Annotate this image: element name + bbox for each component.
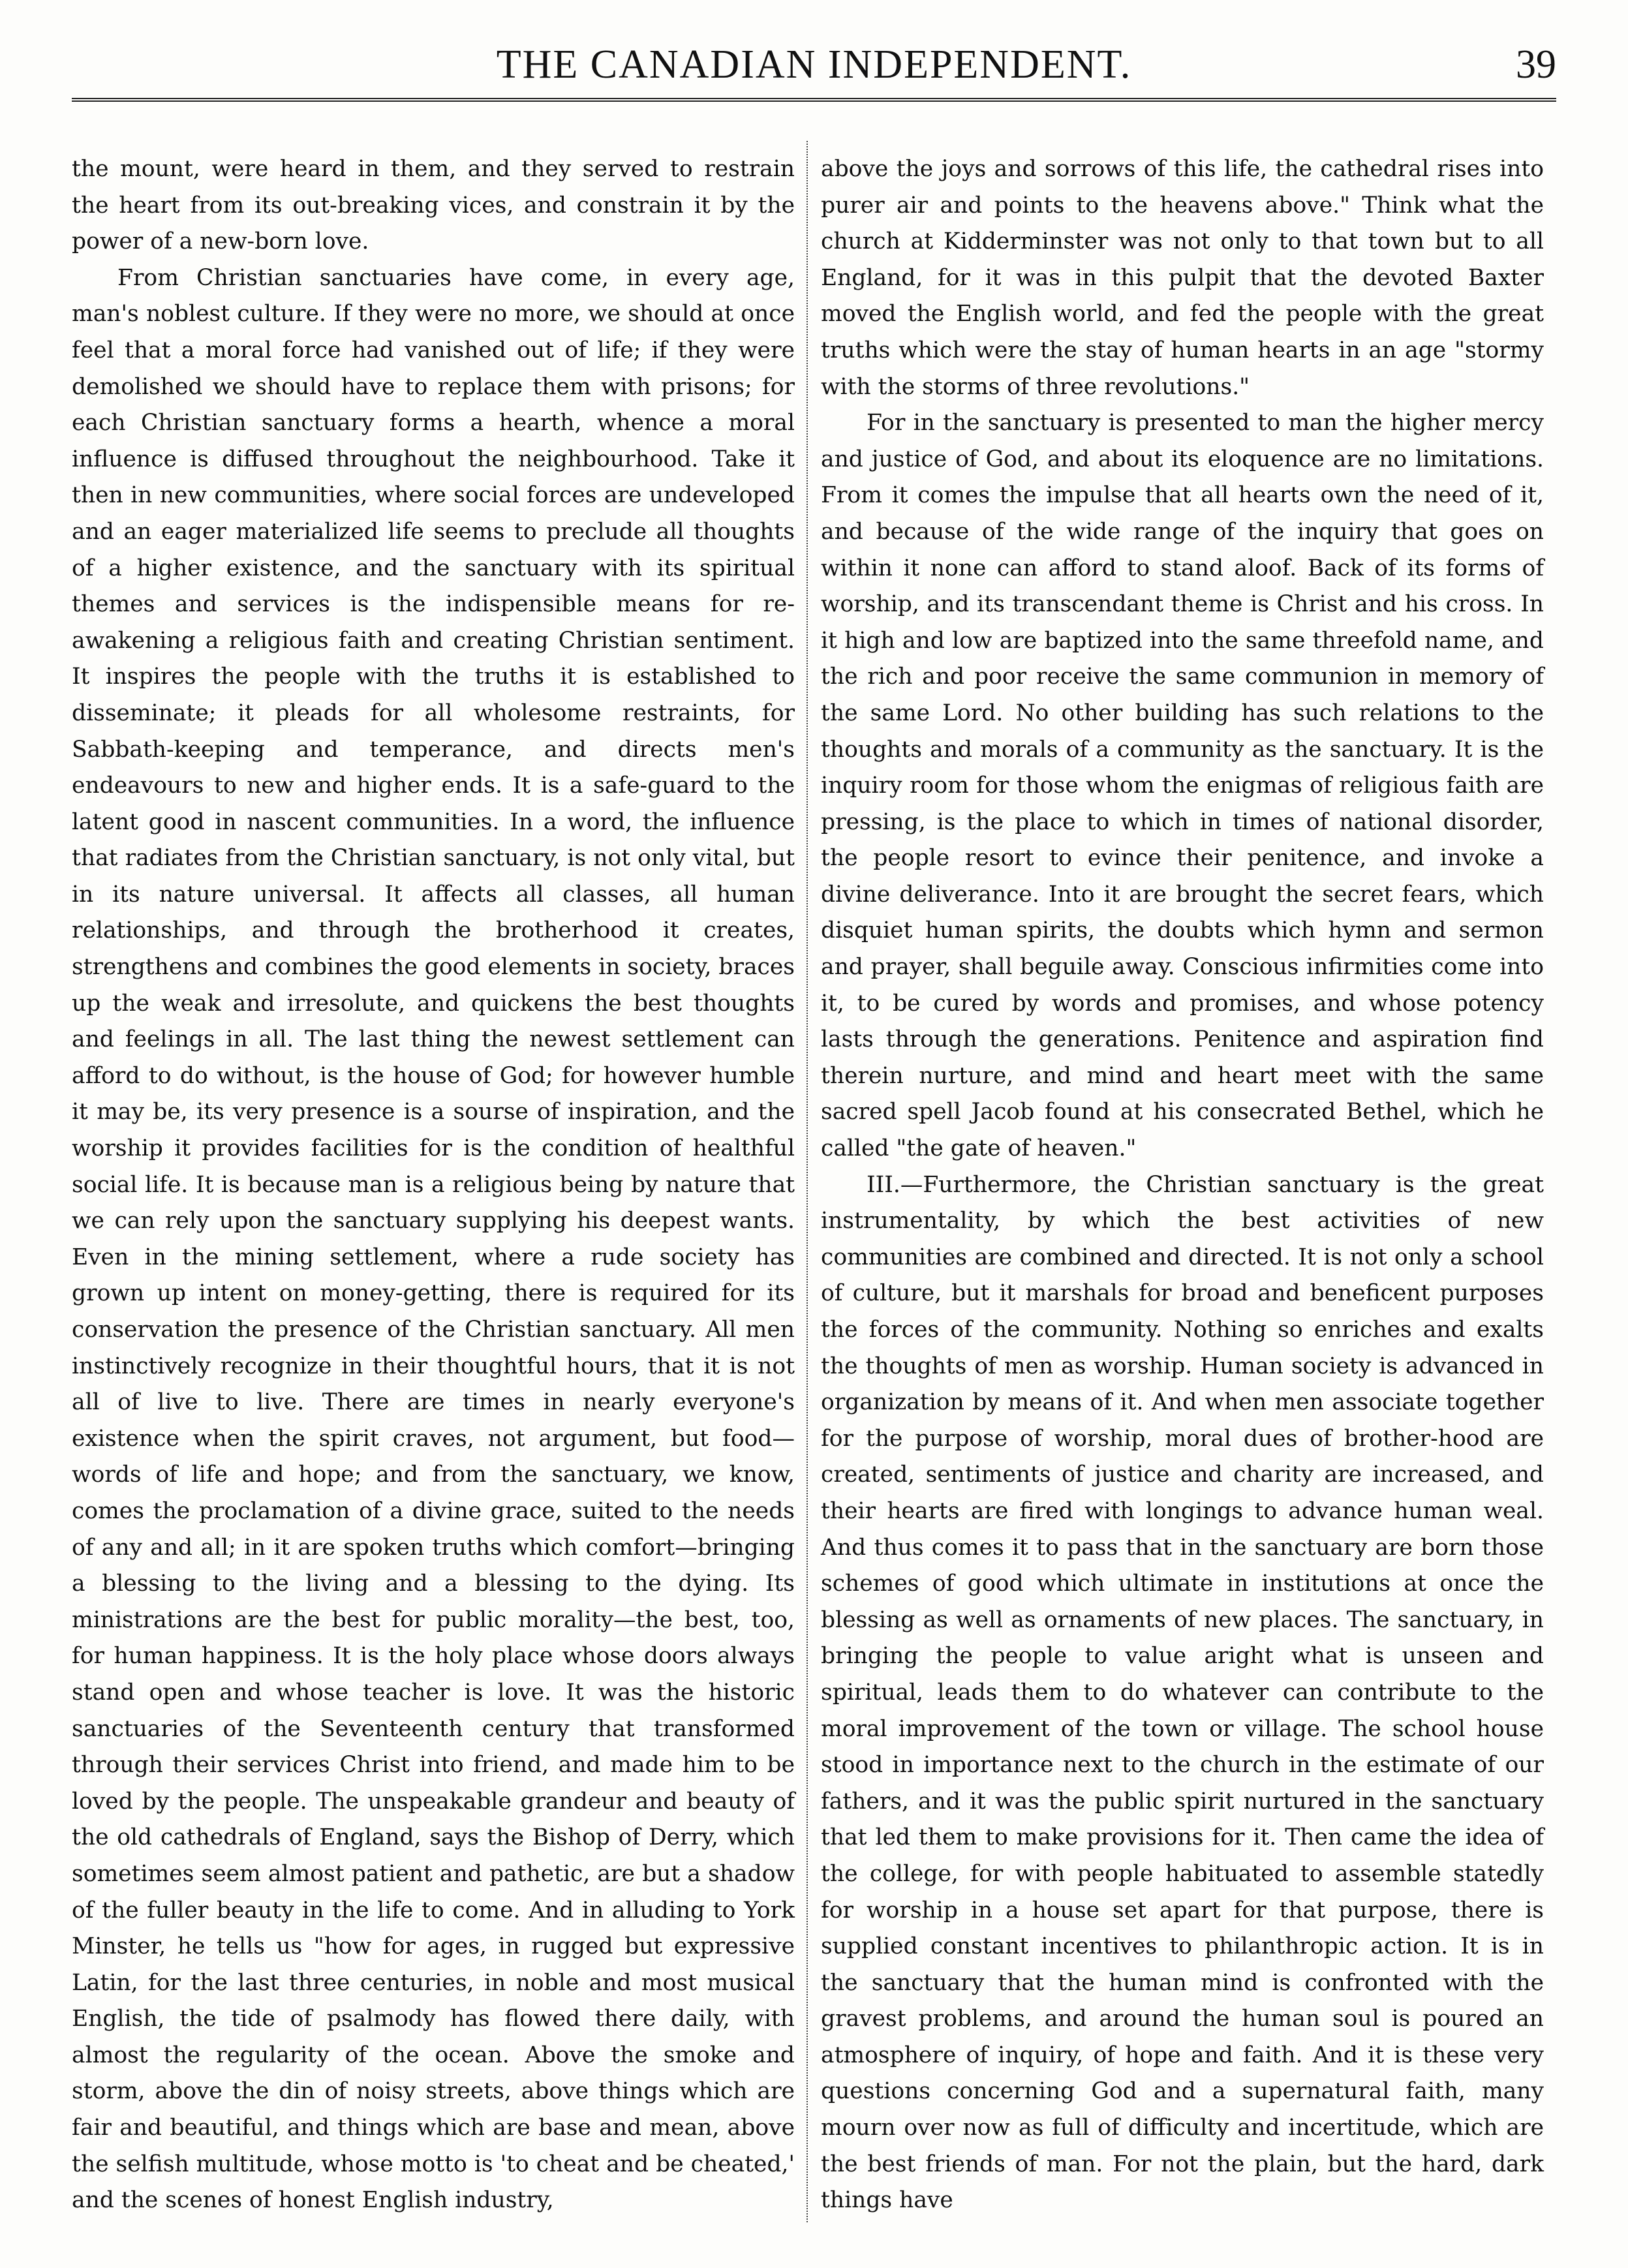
page-title: THE CANADIAN INDEPENDENT. [496,42,1132,87]
page-header [72,39,1556,102]
right-column [821,151,1544,2219]
paragraph: the mount, were heard in them, and they served to restrain the heart from its out-breaking vices, and constrain it by the power of a new-born love. [72,156,795,255]
paragraph: For in the sanctuary is presented to man the higher mercy and justice of God, and about its eloquence are no limitations. From it comes the impulse that all hearts own the need of it, and because of the wide range of the inquiry that goes on within it none can afford to stand aloof. Back of its forms of worship, and its transcendant theme is Christ and his cross. In it high and low are baptized into the same threefold name, and the rich and poor receive the same communion in memory of the same Lord. No other building has such relations to the thoughts and morals of a community as the sanctuary. It is the inquiry room for those whom the enigmas of religious faith are pressing, is the place to which in times of national disorder, the people resort to evince their penitence, and invoke a divine deliverance. Into it are brought the secret fears, which disquiet human spirits, the doubts which hymn and sermon and prayer, shall beguile away. Conscious infirmities come into it, to be cured by words and promises, and whose potency lasts through the generations. Penitence and aspiration find therein nurture, and mind and heart meet with the same sacred spell Jacob found at his consecrated Bethel, which he called "the gate of heaven." [821,410,1544,1162]
left-column [72,151,795,2219]
paragraph: From Christian sanctuaries have come, in every age, man's noblest culture. If they were no more, we should at once feel that a moral force had vanished out of life; if they were demolished we should have to replace them with prisons; for each Christian sanctuary forms a hearth, whence a moral influence is diffused throughout the neighbourhood. Take it then in new communities, where social forces are undeveloped and an eager materialized life seems to preclude all thoughts of a higher existence, and the sanctuary with its spiritual themes and services is the indispensible means for re-awakening a religious faith and creating Christian sentiment. It inspires the people with the truths it is established to disseminate; it pleads for all wholesome restraints, for Sabbath-keeping and temperance, and directs men's endeavours to new and higher ends. It is a safe-guard to the latent good in nascent communities. In a word, the influence that radiates from the Christian sanctuary, is not only vital, but in its nature universal. It affects all classes, all human relationships, and through the brotherhood it creates, strengthens and combines the good elements in society, braces up the weak and irresolute, and quickens the best thoughts and feelings in all. The last thing the newest settlement can afford to do without, is the house of God; for however humble it may be, its very presence is a sourse of inspiration, and the worship it provides facilities for is the condition of healthful social life. It is because man is a religious being by nature that we can rely upon the sanctuary supplying his deepest wants. Even in the mining settlement, where a rude society has grown up intent on money-getting, there is required for its conservation the presence of the Christian sanctuary. All men instinctively recognize in their thoughtful hours, that it is not all of live to live. There are times in nearly everyone's existence when the spirit craves, not argument, but food—words of life and hope; and from the sanctuary, we know, comes the proclamation of a divine grace, suited to the needs of any and all; in it are spoken truths which comfort—bringing a blessing to the living and a blessing to the dying. Its ministrations are the best for public morality—the best, too, for human happiness. It is the holy place whose doors always stand open and whose teacher is love. It was the historic sanctuaries of the Seventeenth century that transformed through their services Christ into friend, and made him to be loved by the people. The unspeakable grandeur and beauty of the old cathedrals of England, says the Bishop of Derry, which sometimes seem almost patient and pathetic, are but a shadow of the fuller beauty in the life to come. And in alluding to York Minster, he tells us "how for ages, in rugged but expressive Latin, for the last three centuries, in noble and most musical English, the tide of psalmody has flowed there daily, with almost the regularity of the ocean. Above the smoke and storm, above the din of noisy streets, above things which are fair and beautiful, and things which are base and mean, above the selfish multitude, whose motto is 'to cheat and be cheated,' and the scenes of honest English industry, [72,264,795,2214]
column-divider [806,141,808,2222]
paragraph: III.—Furthermore, the Christian sanctuary is the great instrumentality, by which the best activities of new communities are combined and directed. It is not only a school of culture, but it marshals for broad and beneficent purposes the forces of the community. Nothing so enriches and exalts the thoughts of men as worship. Human society is advanced in organization by means of it. And when men associate together for the purpose of worship, moral dues of brother-hood are created, sentiments of justice and charity are increased, and their hearts are fired with longings to advance human weal. And thus comes it to pass that in the sanctuary are born those schemes of good which ultimate in institutions at once the blessing as well as ornaments of new places. The sanctuary, in bringing the people to value aright what is unseen and spiritual, leads them to do whatever can contribute to the moral improvement of the town or village. The school house stood in importance next to the church in the estimate of our fathers, and it was the public spirit nurtured in the sanctuary that led them to make provisions for it. Then came the idea of the college, for with people habituated to assemble statedly for worship in a house set apart for that purpose, there is supplied constant incentives to philanthropic action. It is in the sanctuary that the human mind is confronted with the gravest problems, and around the human soul is poured an atmosphere of inquiry, of hope and faith. And it is these very questions concerning God and a supernatural faith, many mourn over now as full of difficulty and incertitude, which are the best friends of man. For not the plain, but the hard, dark things have [821,1171,1544,2214]
page-number: 39 [1516,42,1556,87]
paragraph: above the joys and sorrows of this life, the cathedral rises into purer air and points to the heavens above." Think what the church at Kidderminster was not only to that town but to all England, for it was in this pulpit that the devoted Baxter moved the English world, and fed the people with the great truths which were the stay of human hearts in an age "stormy with the storms of three revolutions." [821,156,1544,400]
